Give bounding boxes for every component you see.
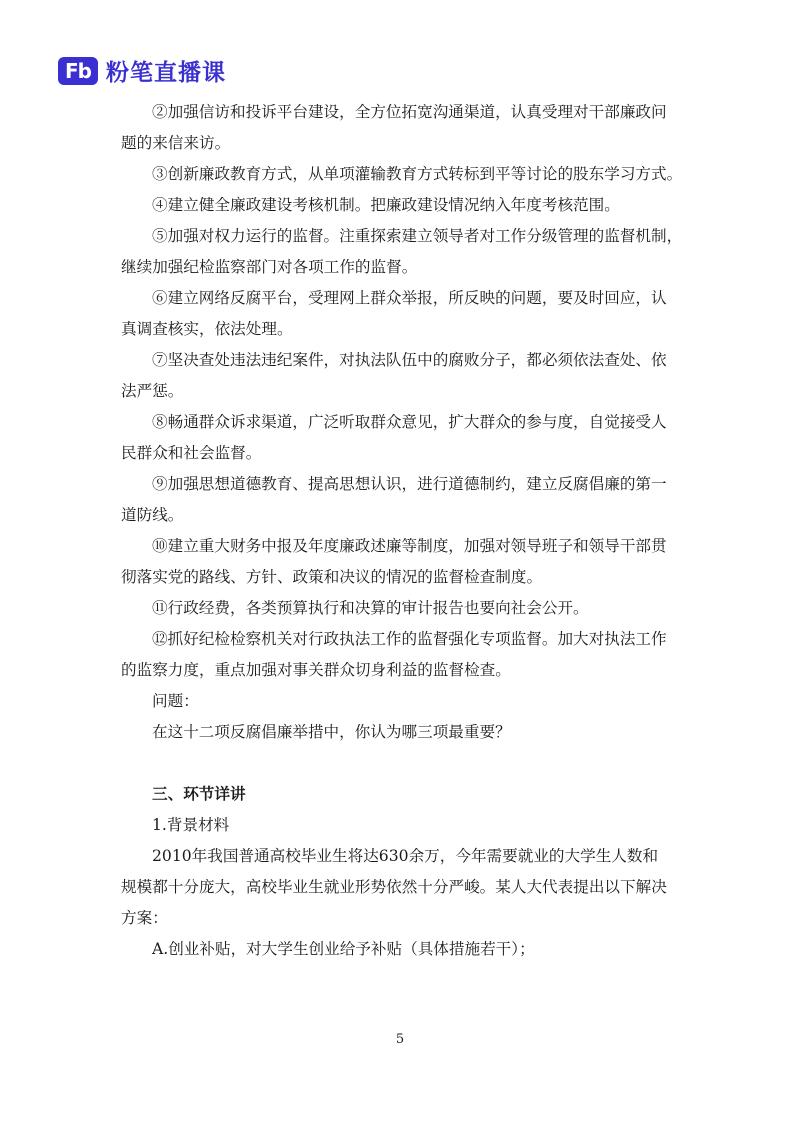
text-line: ⑥建立网络反腐平台，受理网上群众举报，所反映的问题，要及时回应，认 [152,289,667,307]
logo-mark-icon: Fb [58,57,98,85]
text-line: 继续加强纪检监察部门对各项工作的监督。 [121,258,418,276]
text-line: ⑫抓好纪检检察机关对行政执法工作的监督强化专项监督。加大对执法工作 [152,630,667,648]
logo-text: 粉笔直播课 [106,60,226,86]
text-line: 真调查核实，依法处理。 [121,320,293,338]
text-line: ⑩建立重大财务中报及年度廉政述廉等制度，加强对领导班子和领导干部贯 [152,537,667,555]
text-line: A.创业补贴，对大学生创业给予补贴（具体措施若干）； [152,940,535,958]
text-line: ⑤加强对权力运行的监督。注重探索建立领导者对工作分级管理的监督机制， [152,227,683,245]
text-line: 彻落实党的路线、方针、政策和决议的情况的监督检查制度。 [121,568,543,586]
text-line: ⑦坚决查处违法违纪案件，对执法队伍中的腐败分子，都必须依法查处、依 [152,351,667,369]
section-heading: 三、环节详讲 [152,785,246,803]
text-line: ⑧畅通群众诉求渠道，广泛听取群众意见，扩大群众的参与度，自觉接受人 [152,413,667,431]
text-line: 题的来信来访。 [121,134,231,152]
text-line: 道防线。 [121,506,184,524]
question-text: 在这十二项反腐倡廉举措中，你认为哪三项最重要？ [152,723,511,741]
text-line: 规模都十分庞大，高校毕业生就业形势依然十分严峻。某人大代表提出以下解决 [121,878,667,896]
text-line: ③创新廉政教育方式，从单项灌输教育方式转标到平等讨论的股东学习方式。 [152,165,683,183]
question-label: 问题： [152,692,199,710]
document-body [121,97,691,965]
text-line: 2010年我国普通高校毕业生将达630余万，今年需要就业的大学生人数和 [152,847,659,865]
text-line: ⑨加强思想道德教育、提高思想认识，进行道德制约，建立反腐倡廉的第一 [152,475,667,493]
subsection-heading: 1.背景材料 [152,816,230,834]
brand-logo [58,54,226,87]
text-line: ⑪行政经费，各类预算执行和决算的审计报告也要向社会公开。 [152,599,589,617]
page-number: 5 [395,1032,405,1047]
text-line: 的监察力度，重点加强对事关群众切身利益的监督检查。 [121,661,511,679]
text-line: 民群众和社会监督。 [121,444,262,462]
text-line: 法严惩。 [121,382,184,400]
text-line: ②加强信访和投诉平台建设，全方位拓宽沟通渠道，认真受理对干部廉政问 [152,103,667,121]
text-line: 方案： [121,909,168,927]
text-line: ④建立健全廉政建设考核机制。把廉政建设情况纳入年度考核范围。 [152,196,620,214]
